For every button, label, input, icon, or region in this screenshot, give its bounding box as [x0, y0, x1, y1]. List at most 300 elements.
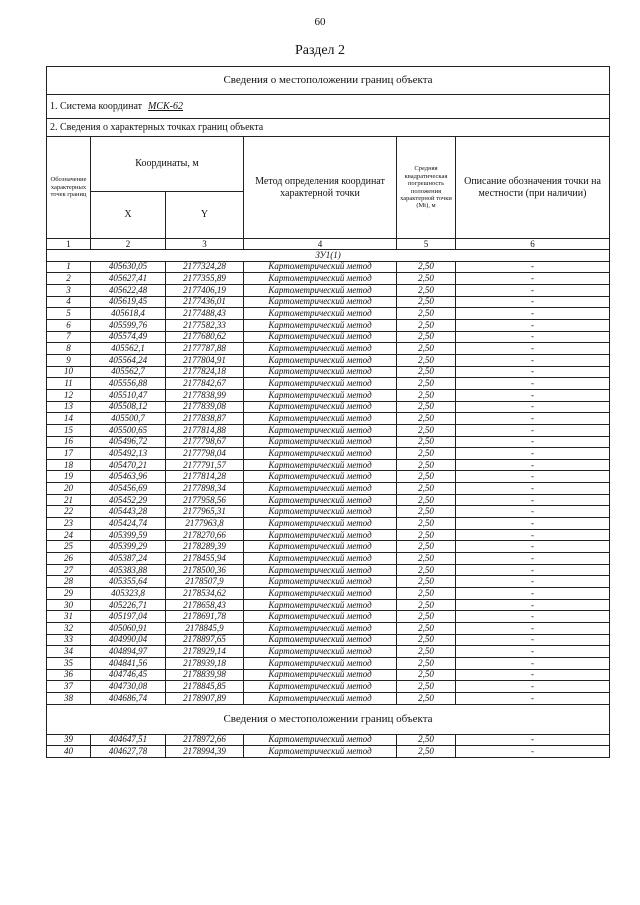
point-number: 38 — [47, 692, 91, 704]
x-coordinate: 405452,29 — [91, 494, 166, 506]
method: Картометрический метод — [244, 494, 397, 506]
y-coordinate: 2177355,89 — [166, 273, 244, 285]
method: Картометрический метод — [244, 483, 397, 495]
x-coordinate: 405496,72 — [91, 436, 166, 448]
accuracy: 2,50 — [397, 657, 456, 669]
method: Картометрический метод — [244, 366, 397, 378]
y-coordinate: 2178289,39 — [166, 541, 244, 553]
coord-system-value: МСК-62 — [148, 100, 184, 112]
method: Картометрический метод — [244, 389, 397, 401]
table-row — [47, 564, 610, 576]
point-number: 16 — [47, 436, 91, 448]
column-numbers-row — [47, 239, 610, 250]
point-number: 33 — [47, 634, 91, 646]
method: Картометрический метод — [244, 308, 397, 320]
accuracy: 2,50 — [397, 424, 456, 436]
y-coordinate: 2178500,36 — [166, 564, 244, 576]
accuracy: 2,50 — [397, 494, 456, 506]
accuracy: 2,50 — [397, 448, 456, 460]
description: - — [456, 611, 610, 623]
x-coordinate: 405470,21 — [91, 459, 166, 471]
method: Картометрический метод — [244, 541, 397, 553]
table-row — [47, 331, 610, 343]
table-row — [47, 588, 610, 600]
description: - — [456, 331, 610, 343]
x-coordinate: 405387,24 — [91, 553, 166, 565]
y-coordinate: 2177436,01 — [166, 296, 244, 308]
x-coordinate: 405399,59 — [91, 529, 166, 541]
accuracy: 2,50 — [397, 401, 456, 413]
accuracy: 2,50 — [397, 296, 456, 308]
point-number: 37 — [47, 681, 91, 693]
table-row — [47, 401, 610, 413]
accuracy: 2,50 — [397, 284, 456, 296]
table-row — [47, 378, 610, 390]
x-coordinate: 405627,41 — [91, 273, 166, 285]
method: Картометрический метод — [244, 424, 397, 436]
description: - — [456, 634, 610, 646]
x-coordinate: 405197,04 — [91, 611, 166, 623]
section-title: Раздел 2 — [294, 43, 346, 58]
x-coordinate: 405618,4 — [91, 308, 166, 320]
x-coordinate: 405619,45 — [91, 296, 166, 308]
description: - — [456, 424, 610, 436]
x-coordinate: 405510,47 — [91, 389, 166, 401]
accuracy: 2,50 — [397, 746, 456, 758]
table-row — [47, 746, 610, 758]
y-coordinate: 2177787,88 — [166, 343, 244, 355]
description: - — [456, 646, 610, 658]
x-coordinate: 404627,78 — [91, 746, 166, 758]
y-coordinate: 2177680,62 — [166, 331, 244, 343]
description: - — [456, 413, 610, 425]
method: Картометрический метод — [244, 354, 397, 366]
page-number: 60 — [314, 16, 326, 28]
y-coordinate: 2177838,99 — [166, 389, 244, 401]
description: - — [456, 564, 610, 576]
point-number: 28 — [47, 576, 91, 588]
description: - — [456, 734, 610, 746]
point-number: 10 — [47, 366, 91, 378]
table-row — [47, 273, 610, 285]
method: Картометрический метод — [244, 657, 397, 669]
x-coordinate: 405500,65 — [91, 424, 166, 436]
point-number: 7 — [47, 331, 91, 343]
point-number: 22 — [47, 506, 91, 518]
table-row — [47, 646, 610, 658]
method: Картометрический метод — [244, 529, 397, 541]
accuracy: 2,50 — [397, 564, 456, 576]
point-number: 1 — [47, 261, 91, 273]
table-row — [47, 681, 610, 693]
accuracy: 2,50 — [397, 378, 456, 390]
description: - — [456, 354, 610, 366]
accuracy: 2,50 — [397, 343, 456, 355]
method: Картометрический метод — [244, 319, 397, 331]
method: Картометрический метод — [244, 611, 397, 623]
point-number: 27 — [47, 564, 91, 576]
table-row — [47, 424, 610, 436]
y-coordinate: 2177804,91 — [166, 354, 244, 366]
table-row — [47, 413, 610, 425]
accuracy: 2,50 — [397, 273, 456, 285]
table-row — [47, 366, 610, 378]
points-label: 2. Сведения о характерных точках границ объекта — [47, 119, 610, 137]
y-coordinate: 2177965,31 — [166, 506, 244, 518]
header-accuracy: Средняя квадратическая погрешность положения характерной точки (Mt), м — [397, 137, 456, 239]
table-row — [47, 692, 610, 704]
point-number: 29 — [47, 588, 91, 600]
x-coordinate: 405500,7 — [91, 413, 166, 425]
method: Картометрический метод — [244, 646, 397, 658]
table-row — [47, 296, 610, 308]
x-coordinate: 405562,7 — [91, 366, 166, 378]
description: - — [456, 483, 610, 495]
accuracy: 2,50 — [397, 553, 456, 565]
method: Картометрический метод — [244, 576, 397, 588]
table-row — [47, 448, 610, 460]
description: - — [456, 343, 610, 355]
y-coordinate: 2178658,43 — [166, 599, 244, 611]
y-coordinate: 2178929,14 — [166, 646, 244, 658]
accuracy: 2,50 — [397, 623, 456, 635]
x-coordinate: 405355,64 — [91, 576, 166, 588]
point-number: 40 — [47, 746, 91, 758]
table-title: Сведения о местоположении границ объекта — [47, 67, 610, 95]
x-coordinate: 405060,91 — [91, 623, 166, 635]
y-coordinate: 2178270,66 — [166, 529, 244, 541]
description: - — [456, 284, 610, 296]
header-y: Y — [166, 192, 244, 239]
accuracy: 2,50 — [397, 634, 456, 646]
x-coordinate: 404990,04 — [91, 634, 166, 646]
description: - — [456, 681, 610, 693]
table-row — [47, 471, 610, 483]
point-number: 2 — [47, 273, 91, 285]
accuracy: 2,50 — [397, 261, 456, 273]
accuracy: 2,50 — [397, 354, 456, 366]
table-row — [47, 436, 610, 448]
y-coordinate: 2177814,88 — [166, 424, 244, 436]
method: Картометрический метод — [244, 518, 397, 530]
x-coordinate: 405463,96 — [91, 471, 166, 483]
method: Картометрический метод — [244, 471, 397, 483]
x-coordinate: 405622,48 — [91, 284, 166, 296]
y-coordinate: 2177814,28 — [166, 471, 244, 483]
point-number: 12 — [47, 389, 91, 401]
accuracy: 2,50 — [397, 669, 456, 681]
coord-system-row — [47, 95, 610, 119]
x-coordinate: 405383,88 — [91, 564, 166, 576]
method: Картометрический метод — [244, 296, 397, 308]
method: Картометрический метод — [244, 448, 397, 460]
point-number: 5 — [47, 308, 91, 320]
point-number: 23 — [47, 518, 91, 530]
coord-system-label: 1. Система координат — [50, 100, 143, 112]
header-description: Описание обозначения точки на местности (при наличии) — [456, 137, 610, 239]
point-number: 15 — [47, 424, 91, 436]
column-number: 6 — [456, 239, 610, 250]
point-number: 35 — [47, 657, 91, 669]
y-coordinate: 2178691,78 — [166, 611, 244, 623]
column-number: 5 — [397, 239, 456, 250]
description: - — [456, 366, 610, 378]
table-row — [47, 518, 610, 530]
y-coordinate: 2178534,62 — [166, 588, 244, 600]
point-number: 21 — [47, 494, 91, 506]
table-row — [47, 494, 610, 506]
point-number: 32 — [47, 623, 91, 635]
method: Картометрический метод — [244, 588, 397, 600]
table-row — [47, 634, 610, 646]
y-coordinate: 2178972,66 — [166, 734, 244, 746]
accuracy: 2,50 — [397, 529, 456, 541]
y-coordinate: 2177824,18 — [166, 366, 244, 378]
description: - — [456, 692, 610, 704]
y-coordinate: 2177842,67 — [166, 378, 244, 390]
table-row — [47, 459, 610, 471]
y-coordinate: 2178994,39 — [166, 746, 244, 758]
table-row — [47, 354, 610, 366]
accuracy: 2,50 — [397, 611, 456, 623]
y-coordinate: 2177791,57 — [166, 459, 244, 471]
header-x: X — [91, 192, 166, 239]
table-row — [47, 261, 610, 273]
y-coordinate: 2178907,89 — [166, 692, 244, 704]
table-row — [47, 611, 610, 623]
description: - — [456, 296, 610, 308]
accuracy: 2,50 — [397, 308, 456, 320]
y-coordinate: 2178897,65 — [166, 634, 244, 646]
x-coordinate: 405443,28 — [91, 506, 166, 518]
description: - — [456, 273, 610, 285]
x-coordinate: 405562,1 — [91, 343, 166, 355]
y-coordinate: 2177838,87 — [166, 413, 244, 425]
description: - — [456, 553, 610, 565]
accuracy: 2,50 — [397, 734, 456, 746]
table-row — [47, 483, 610, 495]
accuracy: 2,50 — [397, 588, 456, 600]
method: Картометрический метод — [244, 343, 397, 355]
y-coordinate: 2177488,43 — [166, 308, 244, 320]
y-coordinate: 2177582,33 — [166, 319, 244, 331]
description: - — [456, 459, 610, 471]
y-coordinate: 2177839,08 — [166, 401, 244, 413]
header-coordinates: Координаты, м — [91, 137, 244, 192]
description: - — [456, 518, 610, 530]
x-coordinate: 405424,74 — [91, 518, 166, 530]
table-row — [47, 599, 610, 611]
method: Картометрический метод — [244, 669, 397, 681]
x-coordinate: 405399,29 — [91, 541, 166, 553]
description: - — [456, 669, 610, 681]
method: Картометрический метод — [244, 634, 397, 646]
table-row — [47, 308, 610, 320]
y-coordinate: 2177798,67 — [166, 436, 244, 448]
accuracy: 2,50 — [397, 576, 456, 588]
method: Картометрический метод — [244, 436, 397, 448]
description: - — [456, 448, 610, 460]
accuracy: 2,50 — [397, 541, 456, 553]
method: Картометрический метод — [244, 459, 397, 471]
description: - — [456, 529, 610, 541]
method: Картометрический метод — [244, 506, 397, 518]
x-coordinate: 405556,88 — [91, 378, 166, 390]
header-point-name: Обозначение характерных точек границ — [47, 137, 91, 239]
y-coordinate: 2177798,04 — [166, 448, 244, 460]
method: Картометрический метод — [244, 681, 397, 693]
method: Картометрический метод — [244, 284, 397, 296]
x-coordinate: 405492,13 — [91, 448, 166, 460]
method: Картометрический метод — [244, 413, 397, 425]
accuracy: 2,50 — [397, 413, 456, 425]
method: Картометрический метод — [244, 378, 397, 390]
point-number: 11 — [47, 378, 91, 390]
description: - — [456, 746, 610, 758]
x-coordinate: 405508,12 — [91, 401, 166, 413]
y-coordinate: 2177958,56 — [166, 494, 244, 506]
y-coordinate: 2178455,94 — [166, 553, 244, 565]
y-coordinate: 2178939,18 — [166, 657, 244, 669]
accuracy: 2,50 — [397, 681, 456, 693]
method: Картометрический метод — [244, 553, 397, 565]
x-coordinate: 404686,74 — [91, 692, 166, 704]
point-number: 14 — [47, 413, 91, 425]
x-coordinate: 404841,56 — [91, 657, 166, 669]
accuracy: 2,50 — [397, 471, 456, 483]
accuracy: 2,50 — [397, 646, 456, 658]
point-number: 19 — [47, 471, 91, 483]
point-number: 39 — [47, 734, 91, 746]
column-number: 1 — [47, 239, 91, 250]
accuracy: 2,50 — [397, 692, 456, 704]
point-number: 26 — [47, 553, 91, 565]
method: Картометрический метод — [244, 261, 397, 273]
point-number: 9 — [47, 354, 91, 366]
description: - — [456, 494, 610, 506]
description: - — [456, 576, 610, 588]
x-coordinate: 405574,49 — [91, 331, 166, 343]
x-coordinate: 404894,97 — [91, 646, 166, 658]
point-number: 17 — [47, 448, 91, 460]
description: - — [456, 471, 610, 483]
x-coordinate: 405564,24 — [91, 354, 166, 366]
x-coordinate: 405599,76 — [91, 319, 166, 331]
description: - — [456, 623, 610, 635]
accuracy: 2,50 — [397, 506, 456, 518]
table-row — [47, 541, 610, 553]
description: - — [456, 657, 610, 669]
accuracy: 2,50 — [397, 331, 456, 343]
header-method: Метод определения координат характерной точки — [244, 137, 397, 239]
accuracy: 2,50 — [397, 518, 456, 530]
accuracy: 2,50 — [397, 436, 456, 448]
table-row — [47, 506, 610, 518]
accuracy: 2,50 — [397, 459, 456, 471]
point-number: 36 — [47, 669, 91, 681]
description: - — [456, 389, 610, 401]
description: - — [456, 261, 610, 273]
description: - — [456, 506, 610, 518]
table-row — [47, 389, 610, 401]
table-row — [47, 284, 610, 296]
method: Картометрический метод — [244, 746, 397, 758]
x-coordinate: 405226,71 — [91, 599, 166, 611]
boundary-table — [46, 66, 610, 758]
method: Картометрический метод — [244, 734, 397, 746]
accuracy: 2,50 — [397, 389, 456, 401]
y-coordinate: 2178839,98 — [166, 669, 244, 681]
point-number: 20 — [47, 483, 91, 495]
point-number: 3 — [47, 284, 91, 296]
x-coordinate: 405630,05 — [91, 261, 166, 273]
table-row — [47, 669, 610, 681]
y-coordinate: 2177324,28 — [166, 261, 244, 273]
column-number: 3 — [166, 239, 244, 250]
description: - — [456, 308, 610, 320]
point-number: 30 — [47, 599, 91, 611]
point-number: 34 — [47, 646, 91, 658]
y-coordinate: 2178845,9 — [166, 623, 244, 635]
accuracy: 2,50 — [397, 483, 456, 495]
group-label: ЗУ1(1) — [47, 250, 610, 262]
y-coordinate: 2178507,9 — [166, 576, 244, 588]
description: - — [456, 401, 610, 413]
table-row — [47, 553, 610, 565]
description: - — [456, 319, 610, 331]
point-number: 4 — [47, 296, 91, 308]
description: - — [456, 436, 610, 448]
description: - — [456, 378, 610, 390]
method: Картометрический метод — [244, 692, 397, 704]
description: - — [456, 588, 610, 600]
point-number: 25 — [47, 541, 91, 553]
point-number: 31 — [47, 611, 91, 623]
x-coordinate: 405323,8 — [91, 588, 166, 600]
point-number: 8 — [47, 343, 91, 355]
description: - — [456, 541, 610, 553]
repeat-title: Сведения о местоположении границ объекта — [47, 704, 610, 734]
accuracy: 2,50 — [397, 366, 456, 378]
method: Картометрический метод — [244, 599, 397, 611]
column-number: 4 — [244, 239, 397, 250]
table-row — [47, 657, 610, 669]
x-coordinate: 404730,08 — [91, 681, 166, 693]
table-row — [47, 529, 610, 541]
point-number: 24 — [47, 529, 91, 541]
x-coordinate: 405456,69 — [91, 483, 166, 495]
method: Картометрический метод — [244, 623, 397, 635]
method: Картометрический метод — [244, 564, 397, 576]
y-coordinate: 2177898,34 — [166, 483, 244, 495]
method: Картометрический метод — [244, 331, 397, 343]
accuracy: 2,50 — [397, 599, 456, 611]
table-row — [47, 623, 610, 635]
y-coordinate: 2177406,19 — [166, 284, 244, 296]
point-number: 18 — [47, 459, 91, 471]
y-coordinate: 2177963,8 — [166, 518, 244, 530]
description: - — [456, 599, 610, 611]
table-row — [47, 343, 610, 355]
accuracy: 2,50 — [397, 319, 456, 331]
point-number: 6 — [47, 319, 91, 331]
table-row — [47, 734, 610, 746]
x-coordinate: 404746,45 — [91, 669, 166, 681]
method: Картометрический метод — [244, 401, 397, 413]
method: Картометрический метод — [244, 273, 397, 285]
table-row — [47, 319, 610, 331]
point-number: 13 — [47, 401, 91, 413]
